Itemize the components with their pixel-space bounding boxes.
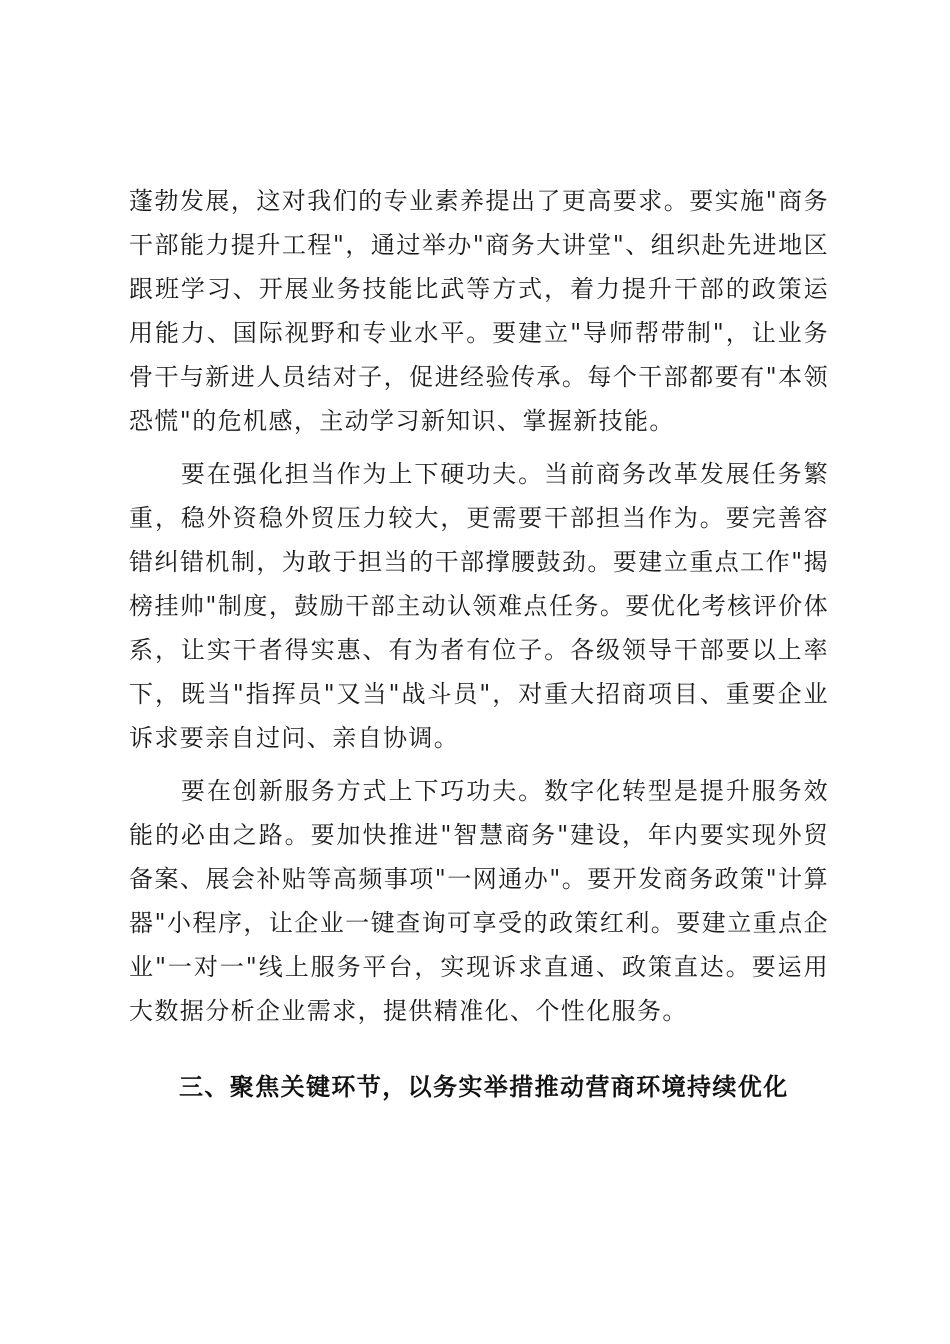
text-line: 器"小程序，让企业一键查询可享受的政策红利。要建立重点企 xyxy=(129,909,829,937)
text-line: 备案、展会补贴等高频事项"一网通办"。要开发商务政策"计算 xyxy=(129,865,829,893)
text-line: 恐慌"的危机感，主动学习新知识、掌握新技能。 xyxy=(129,407,675,435)
text-line: 系，让实干者得实惠、有为者有位子。各级领导干部要以上率 xyxy=(129,636,829,664)
text-line: 诉求要亲自过问、亲自协调。 xyxy=(129,724,460,752)
text-line: 蓬勃发展，这对我们的专业素养提出了更高要求。要实施"商务 xyxy=(129,187,829,215)
text-line: 骨干与新进人员结对子，促进经验传承。每个干部都要有"本领 xyxy=(129,363,829,391)
text-line: 跟班学习、开展业务技能比武等方式，着力提升干部的政策运 xyxy=(129,275,829,303)
body-text xyxy=(129,179,829,1042)
paragraph-responsibility xyxy=(129,452,829,760)
paragraph-professional-skills xyxy=(129,179,829,443)
text-line: 用能力、国际视野和专业水平。要建立"导师帮带制"，让业务 xyxy=(129,319,829,347)
text-line: 榜挂帅"制度，鼓励干部主动认领难点任务。要优化考核评价体 xyxy=(129,592,829,620)
text-line: 要在强化担当作为上下硬功夫。当前商务改革发展任务繁 xyxy=(129,460,829,488)
text-line: 大数据分析企业需求，提供精准化、个性化服务。 xyxy=(129,997,688,1025)
text-line: 能的必由之路。要加快推进"智慧商务"建设，年内要实现外贸 xyxy=(129,821,829,849)
section-heading: 三、聚焦关键环节，以务实举措推动营商环境持续优化 xyxy=(179,1073,789,1101)
text-line: 下，既当"指挥员"又当"战斗员"，对重大招商项目、重要企业 xyxy=(129,680,829,708)
text-line: 干部能力提升工程"，通过举办"商务大讲堂"、组织赴先进地区 xyxy=(129,231,829,259)
text-line: 错纠错机制，为敢于担当的干部撑腰鼓劲。要建立重点工作"揭 xyxy=(129,548,829,576)
text-line: 重，稳外资稳外贸压力较大，更需要干部担当作为。要完善容 xyxy=(129,504,829,532)
text-line: 要在创新服务方式上下巧功夫。数字化转型是提升服务效 xyxy=(129,777,829,805)
paragraph-service-innovation xyxy=(129,769,829,1033)
text-line: 业"一对一"线上服务平台，实现诉求直通、政策直达。要运用 xyxy=(129,953,829,981)
